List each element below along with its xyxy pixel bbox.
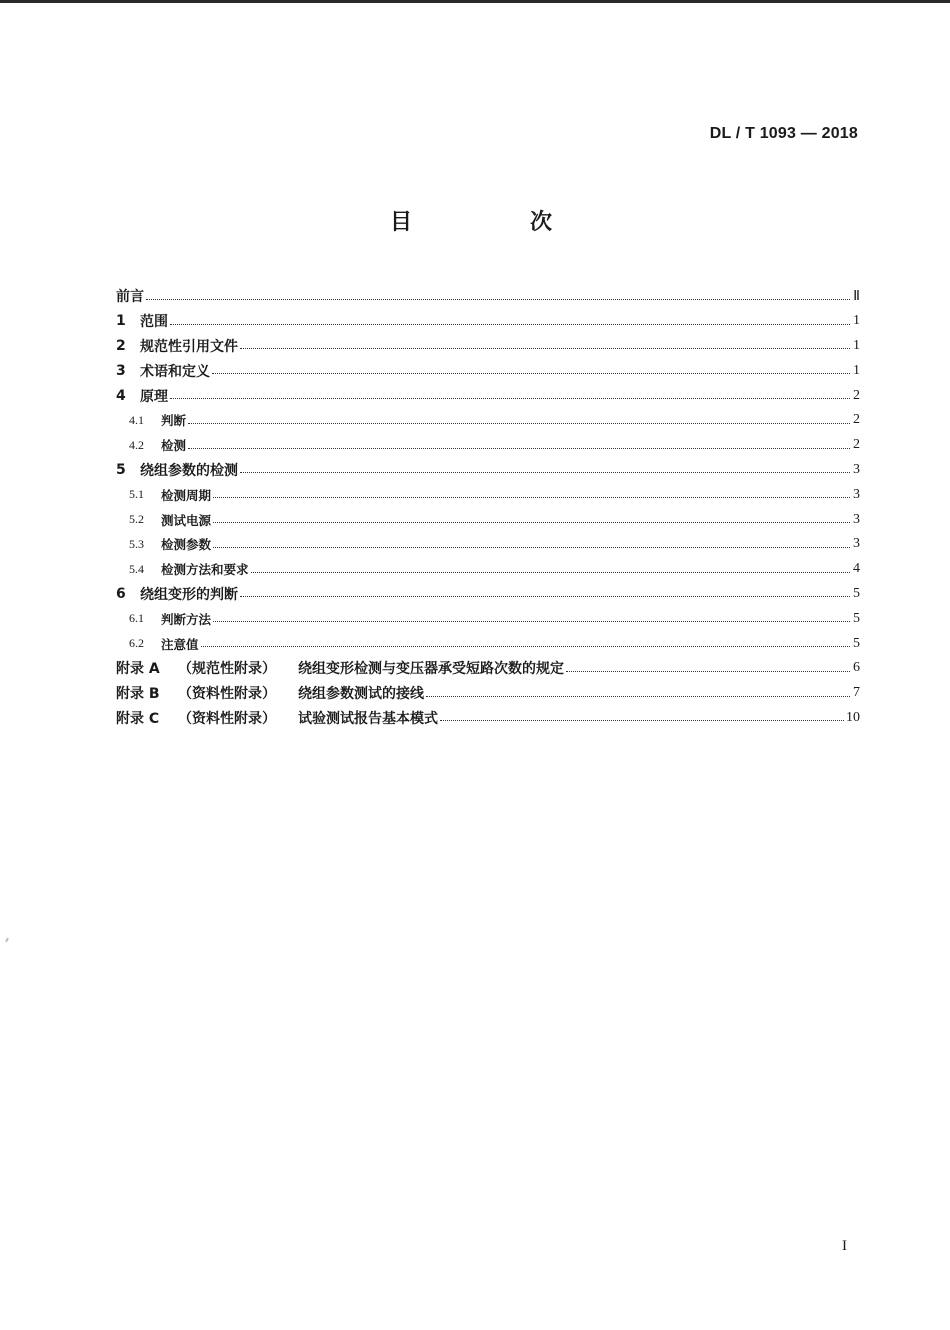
toc-entry-label: 术语和定义	[140, 363, 210, 380]
dot-leader	[240, 472, 850, 473]
toc-entry-number: 5.3	[129, 536, 144, 551]
toc-entry[interactable]	[116, 383, 860, 408]
toc-entry-page: 5	[853, 585, 860, 601]
dot-leader	[188, 423, 850, 424]
toc-entry-appendix-type: （资料性附录）	[178, 686, 276, 703]
toc-entry-label: 规范性引用文件	[140, 338, 238, 355]
toc-entry-label: 检测方法和要求	[161, 562, 249, 578]
toc-entry-page: 1	[853, 313, 860, 329]
top-rule	[0, 0, 950, 3]
table-of-contents	[116, 284, 860, 730]
toc-entry-page: 7	[853, 685, 860, 701]
toc-entry-label: 注意值	[161, 636, 199, 652]
toc-entry-number: 4.1	[129, 412, 144, 427]
toc-entry-number: 4.2	[129, 437, 144, 452]
toc-entry[interactable]	[116, 358, 860, 383]
toc-entry[interactable]	[116, 606, 860, 631]
toc-entry[interactable]	[116, 631, 860, 656]
standard-code: DL / T 1093 — 2018	[709, 125, 858, 142]
toc-entry-number: 6.2	[129, 636, 144, 651]
toc-entry[interactable]	[116, 433, 860, 458]
toc-entry-page: 6	[853, 660, 860, 676]
toc-entry[interactable]	[116, 582, 860, 607]
toc-entry-label: 范围	[140, 314, 168, 331]
toc-entry-page: 1	[853, 362, 860, 378]
toc-entry[interactable]	[116, 408, 860, 433]
toc-entry-number: 附录 C	[116, 710, 160, 727]
toc-entry[interactable]	[116, 334, 860, 359]
toc-entry-number: 3	[116, 362, 126, 379]
toc-entry-page: 2	[853, 387, 860, 403]
toc-entry-label: 绕组变形检测与变压器承受短路次数的规定	[298, 661, 564, 678]
toc-entry-label: 判断	[161, 413, 187, 429]
dot-leader	[240, 348, 850, 349]
toc-entry[interactable]	[116, 284, 860, 309]
toc-entry[interactable]	[116, 507, 860, 532]
toc-entry-label: 绕组参数的检测	[140, 462, 238, 479]
dot-leader	[213, 497, 850, 498]
dot-leader	[170, 324, 850, 325]
toc-entry-number: 1	[116, 313, 126, 330]
toc-entry-label: 前言	[116, 289, 144, 306]
toc-entry-page: 4	[853, 561, 860, 577]
toc-entry-label: 检测周期	[161, 487, 212, 503]
toc-entry-page: 2	[853, 412, 860, 428]
toc-entry-page: 5	[853, 635, 860, 651]
toc-entry[interactable]	[116, 706, 860, 731]
toc-entry[interactable]	[116, 681, 860, 706]
toc-entry-label: 绕组参数测试的接线	[298, 686, 424, 703]
dot-leader	[212, 373, 850, 374]
toc-entry-page: 2	[853, 437, 860, 453]
toc-entry-number: 附录 B	[116, 686, 160, 703]
dot-leader	[426, 696, 850, 697]
dot-leader	[213, 621, 850, 622]
toc-entry-number: 2	[116, 337, 126, 354]
toc-entry-page: 3	[853, 461, 860, 477]
toc-entry-number: 5.1	[129, 487, 144, 502]
dot-leader	[251, 572, 850, 573]
toc-entry-page: 5	[853, 610, 860, 626]
toc-entry[interactable]	[116, 532, 860, 557]
toc-entry-number: 5	[116, 461, 126, 478]
toc-entry-number: 5.2	[129, 512, 144, 527]
toc-entry-number: 6	[116, 585, 126, 602]
toc-entry-number: 6.1	[129, 611, 144, 626]
page-number: I	[842, 1238, 847, 1254]
toc-entry-page: Ⅱ	[853, 288, 860, 304]
toc-entry-label: 绕组变形的判断	[140, 586, 238, 603]
toc-entry[interactable]	[116, 458, 860, 483]
toc-entry-page: 3	[853, 486, 860, 502]
toc-entry-page: 3	[853, 536, 860, 552]
dot-leader	[213, 522, 850, 523]
dot-leader	[201, 646, 850, 647]
toc-entry-number: 4	[116, 387, 126, 404]
toc-entry-page: 1	[853, 337, 860, 353]
dot-leader	[146, 299, 850, 300]
dot-leader	[440, 720, 844, 721]
toc-entry-page: 3	[853, 511, 860, 527]
toc-entry-appendix-type: （资料性附录）	[178, 710, 276, 727]
toc-entry-label: 试验测试报告基本模式	[298, 710, 438, 727]
dot-leader	[566, 671, 850, 672]
toc-entry[interactable]	[116, 309, 860, 334]
toc-entry-number: 附录 A	[116, 661, 160, 678]
toc-entry-label: 原理	[140, 388, 168, 405]
toc-entry-label: 检测参数	[161, 537, 212, 553]
dot-leader	[170, 398, 850, 399]
toc-entry-number: 5.4	[129, 561, 144, 576]
toc-entry-label: 检测	[161, 438, 187, 454]
dot-leader	[213, 547, 850, 548]
toc-entry-label: 判断方法	[161, 611, 212, 627]
page-title: 目 次	[389, 210, 600, 235]
toc-entry-appendix-type: （规范性附录）	[178, 661, 276, 678]
toc-entry-label: 测试电源	[161, 512, 212, 528]
toc-entry[interactable]	[116, 557, 860, 582]
dot-leader	[240, 596, 850, 597]
toc-entry[interactable]	[116, 482, 860, 507]
dot-leader	[188, 448, 850, 449]
toc-entry-page: 10	[846, 709, 860, 725]
toc-entry[interactable]	[116, 656, 860, 681]
scan-speck	[5, 938, 9, 942]
